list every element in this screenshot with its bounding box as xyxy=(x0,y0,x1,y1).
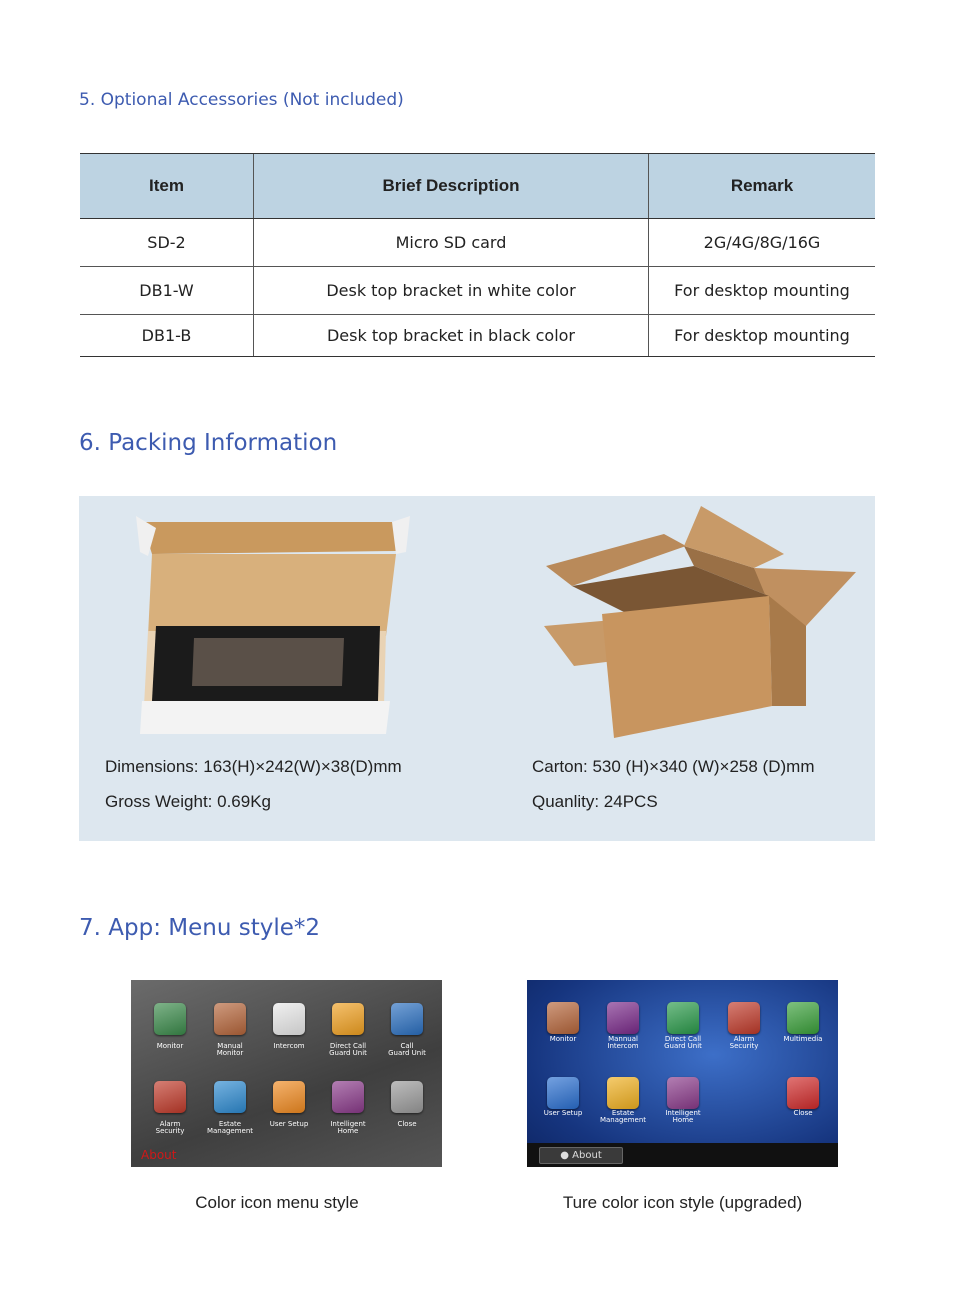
table-row xyxy=(80,315,875,357)
intelligent-home-icon xyxy=(667,1077,699,1109)
packing-panel xyxy=(79,496,875,841)
menu-item-label: Estate Management xyxy=(599,1109,647,1124)
section-7-title: 7. App: Menu style*2 xyxy=(79,915,320,941)
menu-item-label: Direct Call Guard Unit xyxy=(664,1035,702,1050)
quantity-text: Quanlity: 24PCS xyxy=(532,792,658,811)
menu-item-label: Manual Monitor xyxy=(216,1042,244,1057)
alarm-icon xyxy=(728,1002,760,1034)
cell-item: DB1-W xyxy=(80,267,254,315)
menu-item-label: Monitor xyxy=(156,1042,184,1050)
menu-item-label: Close xyxy=(397,1120,417,1128)
cell-description: Micro SD card xyxy=(254,219,649,267)
estate-icon xyxy=(607,1077,639,1109)
close-icon xyxy=(391,1081,423,1113)
section-5-title: 5. Optional Accessories (Not included) xyxy=(79,90,404,110)
accessories-table xyxy=(80,153,875,357)
intelligent-home-icon xyxy=(332,1081,364,1113)
cell-remark: 2G/4G/8G/16G xyxy=(649,219,876,267)
manual-monitor-icon xyxy=(214,1003,246,1035)
menu-item-label: Monitor xyxy=(549,1035,577,1043)
monitor-icon xyxy=(154,1003,186,1035)
dimensions-text: Dimensions: 163(H)×242(W)×38(D)mm xyxy=(105,757,402,776)
col-header-description: Brief Description xyxy=(254,154,649,219)
menu-item-label: Multimedia xyxy=(783,1035,823,1043)
menu-item-label: Intercom xyxy=(273,1042,305,1050)
carton-image xyxy=(544,506,859,741)
cell-item: SD-2 xyxy=(80,219,254,267)
about-link[interactable]: About xyxy=(141,1148,177,1162)
alarm-icon xyxy=(154,1081,186,1113)
gross-weight-text: Gross Weight: 0.69Kg xyxy=(105,792,271,811)
cell-item: DB1-B xyxy=(80,315,254,357)
table-row xyxy=(80,219,875,267)
menu-item-label: Call Guard Unit xyxy=(388,1042,426,1057)
about-label: About xyxy=(572,1150,602,1161)
multimedia-icon xyxy=(787,1002,819,1034)
about-button[interactable] xyxy=(539,1147,623,1164)
section-6-title: 6. Packing Information xyxy=(79,430,338,456)
direct-call-icon xyxy=(332,1003,364,1035)
col-header-item: Item xyxy=(80,154,254,219)
carton-text: Carton: 530 (H)×340 (W)×258 (D)mm xyxy=(532,757,815,776)
gift-box-image xyxy=(134,516,424,736)
menu-item-label: Intelligent Home xyxy=(665,1109,701,1124)
monitor-icon xyxy=(547,1002,579,1034)
info-icon: ● xyxy=(560,1150,569,1161)
intercom-icon xyxy=(607,1002,639,1034)
cell-remark: For desktop mounting xyxy=(649,315,876,357)
menu-item-label: Intelligent Home xyxy=(330,1120,366,1135)
call-guard-icon xyxy=(391,1003,423,1035)
close-icon xyxy=(787,1077,819,1109)
caption-menu-2: Ture color icon style (upgraded) xyxy=(562,1193,803,1212)
cell-description: Desk top bracket in white color xyxy=(254,267,649,315)
caption-menu-1: Color icon menu style xyxy=(195,1193,359,1212)
menu-item-label: User Setup xyxy=(543,1109,583,1117)
menu-item-label: Direct Call Guard Unit xyxy=(329,1042,367,1057)
cell-remark: For desktop mounting xyxy=(649,267,876,315)
menu-item-label: Alarm Security xyxy=(155,1120,185,1135)
intercom-icon xyxy=(273,1003,305,1035)
col-header-remark: Remark xyxy=(649,154,876,219)
menu-item-label: User Setup xyxy=(269,1120,309,1128)
menu-screen-color-icon xyxy=(131,980,442,1167)
table-row xyxy=(80,267,875,315)
menu-item-label: Close xyxy=(793,1109,813,1117)
menu-item-label: Mannual Intercom xyxy=(607,1035,639,1050)
user-setup-icon xyxy=(273,1081,305,1113)
menu-screen-true-color xyxy=(527,980,838,1167)
menu-item-label: Estate Management xyxy=(206,1120,254,1135)
direct-call-icon xyxy=(667,1002,699,1034)
table-header-row xyxy=(80,154,875,219)
menu-item-label: Alarm Security xyxy=(729,1035,759,1050)
cell-description: Desk top bracket in black color xyxy=(254,315,649,357)
estate-icon xyxy=(214,1081,246,1113)
user-setup-icon xyxy=(547,1077,579,1109)
